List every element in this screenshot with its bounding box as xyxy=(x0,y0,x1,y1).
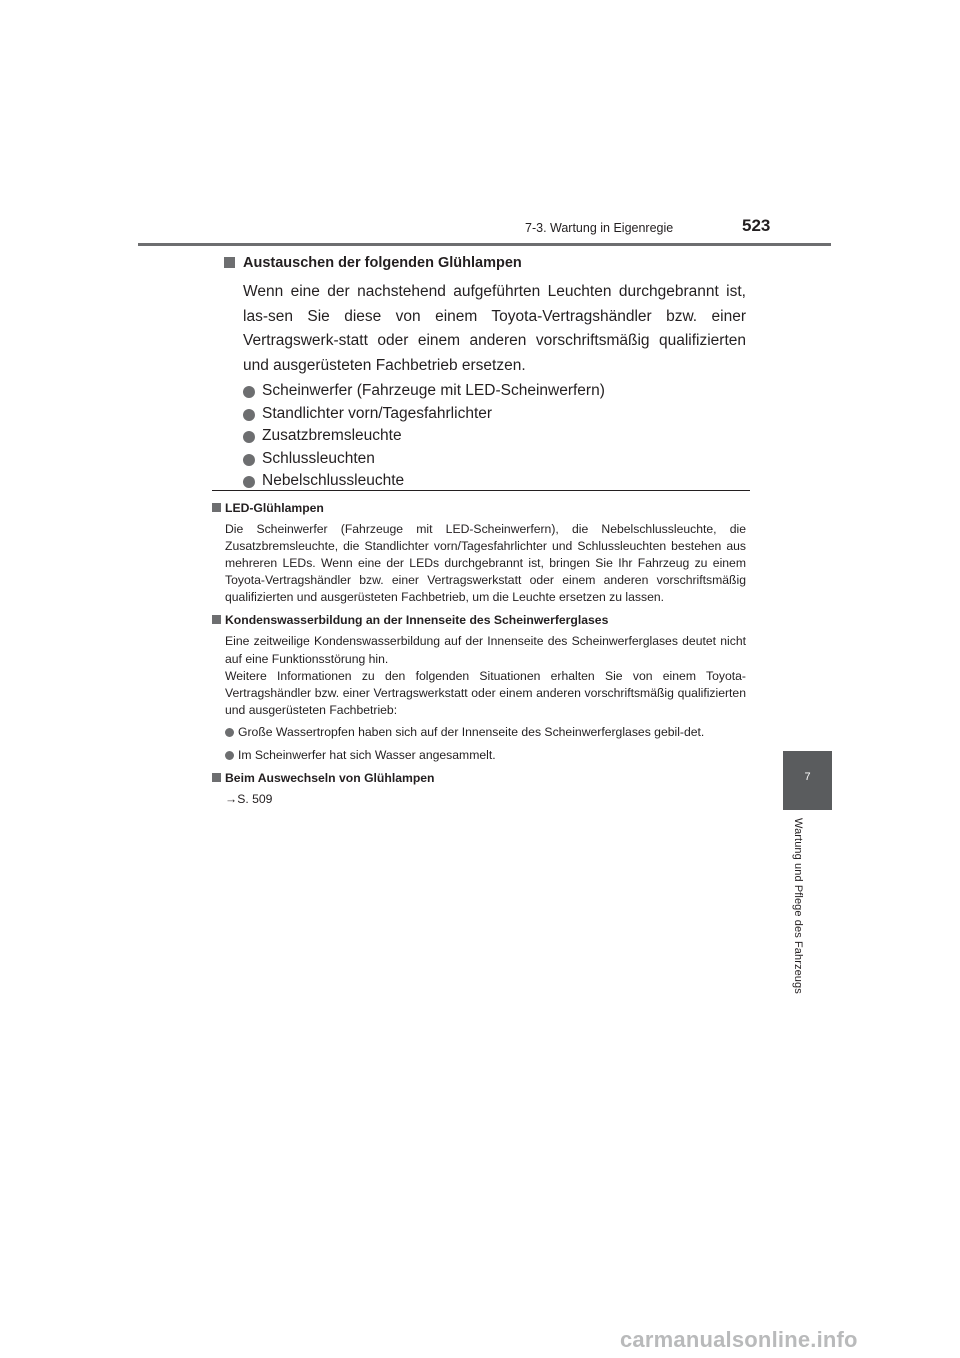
section-title: 7-3. Wartung in Eigenregie xyxy=(525,221,674,235)
condensation-list xyxy=(225,724,746,764)
bullet-dot-icon xyxy=(225,728,234,737)
main-heading xyxy=(224,252,746,274)
main-paragraph: Wenn eine der nachstehend aufgeführten Leuchten durchgebrannt ist, las-sen Sie diese von einem Toyota-Vertragshändler bzw. einer Vertragswerk-statt oder einem anderen vorschriftsmäßig qualifizierten und ausgerüsteten Fachbetrieb ersetzen. xyxy=(243,283,746,374)
lamp-list xyxy=(243,380,746,493)
note-text-led: Die Scheinwerfer (Fahrzeuge mit LED-Scheinwerfern), die Nebelschlussleuchte, die Zusatzbremsleuchte, die Standlichter vorn/Tagesfahrlichter und Schlussleuchten bestehen aus mehreren LEDs. Wenn eine der LEDs durchgebrannt ist, bringen Sie Ihr Fahrzeug zu einem Toyota-Vertragshändler bzw. einer Vertragswerkstatt oder einem anderen vorschriftsmäßig qualifizierten und ausgerüsteten Fachbetrieb, um die Leuchte ersetzen zu lassen. xyxy=(225,522,746,605)
notes-section xyxy=(212,500,746,808)
bullet-dot-icon xyxy=(243,454,255,466)
bullet-dot-icon xyxy=(225,751,234,760)
bullet-dot-icon xyxy=(243,476,255,488)
main-section xyxy=(224,252,746,493)
watermark: carmanualsonline.info xyxy=(620,1327,858,1352)
page-number: 523 xyxy=(742,216,771,235)
list-item: Im Scheinwerfer hat sich Wasser angesammelt. xyxy=(225,747,746,764)
list-item: Standlichter vorn/Tagesfahrlichter xyxy=(243,403,746,426)
square-bullet-icon xyxy=(224,257,235,268)
note-heading-condensation: Kondenswasserbildung an der Innenseite des Scheinwerferglases xyxy=(212,612,746,628)
square-bullet-icon xyxy=(212,503,221,512)
chapter-title: Wartung und Pflege des Fahrzeugs xyxy=(792,818,804,994)
page-reference: →S. 509 xyxy=(225,792,273,807)
chapter-side-label xyxy=(788,818,810,1028)
square-bullet-icon xyxy=(212,615,221,624)
list-item: Scheinwerfer (Fahrzeuge mit LED-Scheinwerfern) xyxy=(243,380,746,403)
bullet-dot-icon xyxy=(243,409,255,421)
list-item: Zusatzbremsleuchte xyxy=(243,425,746,448)
list-item: Große Wassertropfen haben sich auf der Innenseite des Scheinwerferglases gebil-det. xyxy=(225,724,746,741)
square-bullet-icon xyxy=(212,773,221,782)
chapter-tab xyxy=(783,751,832,810)
bullet-dot-icon xyxy=(243,386,255,398)
main-heading-text: Austauschen der folgenden Glühlampen xyxy=(243,255,522,271)
chapter-number: 7 xyxy=(804,771,811,783)
header-rule xyxy=(138,243,831,246)
section-divider xyxy=(212,490,750,491)
note-heading-replacing: Beim Auswechseln von Glühlampen xyxy=(212,770,746,786)
list-item: Schlussleuchten xyxy=(243,448,746,471)
note-heading-led: LED-Glühlampen xyxy=(212,500,746,516)
list-item: Nebelschlussleuchte xyxy=(243,470,746,493)
note-text-condensation-1: Eine zeitweilige Kondenswasserbildung auf der Innenseite des Scheinwerferglases deutet nicht auf eine Funktionsstörung hin. xyxy=(225,634,746,666)
note-text-condensation-2: Weitere Informationen zu den folgenden Situationen erhalten Sie von einem Toyota-Vertragshändler bzw. einer Vertragswerkstatt oder einem anderen vorschriftsmäßig qualifizierten und ausgerüsteten Fachbetrieb: xyxy=(225,668,746,717)
bullet-dot-icon xyxy=(243,431,255,443)
